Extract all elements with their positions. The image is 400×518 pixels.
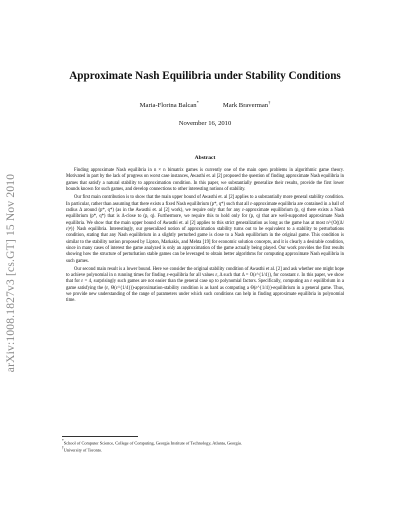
footnote-1: *School of Computer Science, College of Computing, Georgia Institute of Technology, Atlanta, Georgia. [62,439,242,446]
footnote-2: †University of Toronto. [62,446,103,453]
arxiv-identifier-text: arXiv:1008.1827v3 [cs.GT] 15 Nov 2010 [5,173,17,373]
footnotes [62,439,362,453]
paper-date: November 16, 2010 [178,120,232,127]
author-1: Maria-Florina Balcan* [139,100,199,110]
footnote-divider [62,436,138,437]
paper-title: Approximate Nash Equilibria under Stability Conditions [69,70,341,82]
abstract-paragraph-2: Our first main contribution is to show that the main upper bound of Awasthi et. al [2] applies to a substantially more general stability condition. In particular, rather than assuming that there exists a fixed Nash equilibrium (p*, q*) such that all ε-approximate equilibria are contained in a ball of radius Δ around (p*, q*) (as in the Awasthi et. al [2] work), we require only that for any ε-approximate equilibrium (p, q) there exists a Nash equilibrium (p*, q*) that is Δ-close to (p, q). Furthermore, we require this to hold only for (p, q) that are well-supported approximate Nash equilibria. We show that the main upper bound of Awasthi et. al [2] applies to this strict generalization as long as the game has at most n^{O((Δ/ε)²)} Nash equilibria. Interestingly, our generalized notion of approximation stability turns out to be equivalent to a stability to perturbations condition, stating that any Nash equilibrium in a slightly perturbed game is close to a Nash equilibrium in the original game. This condition is similar to the stability notion proposed by Lipton, Markakis, and Mehta [19] for economic solution concepts, and it is clearly a desirable condition, since in many cases of interest the game analyzed is only an approximation of the game actually being played. Our work provides the first results showing how the structure of perturbation stable games can be leveraged to obtain better algorithms for computing approximate Nash equilibria in such games. [66,195,344,264]
abstract-paragraph-1: Finding approximate Nash equilibria in n × n bimatrix games is currently one of the main open problems in algorithmic game theory. Motivated in part by the lack of progress on worst case instances, Awasthi et. al [2] proposed the question of finding approximate Nash equilibria in games that satisfy a natural stability to approximation condition. In this paper, we substantially generalize their results, provide the first lower bounds known for such games, and develop connections to other interesting notions of stability. [66,168,344,193]
author-2: Mark Braverman† [222,100,271,110]
abstract-body [66,168,344,307]
abstract-heading: Abstract [194,155,216,161]
abstract-paragraph-3: Our second main result is a lower bound. Here we consider the original stability condition of Awasthi et al. [2] and ask whether one might hope to achieve polynomial in n running times for finding ε-equilibria for all values ε, Δ such that Δ = O(ε^{1/4}), for constant ε. In this paper, we show that for ε = 4, surprisingly such games are not easier than the general case up to polynomial factors. Specifically, computing an ε equilibrium in a game satisfying the (ε, Θ(ε^{1/4}))-approximation-stability condition is as hard as computing a Θ(ε^{1/4})-equilibrium in a general game. Thus, we provide new understanding of the range of parameters under which such conditions can help in finding approximate equilibria in polynomial time. [66,266,344,304]
arxiv-identifier-stamp [2,128,20,418]
author-list [40,100,370,109]
